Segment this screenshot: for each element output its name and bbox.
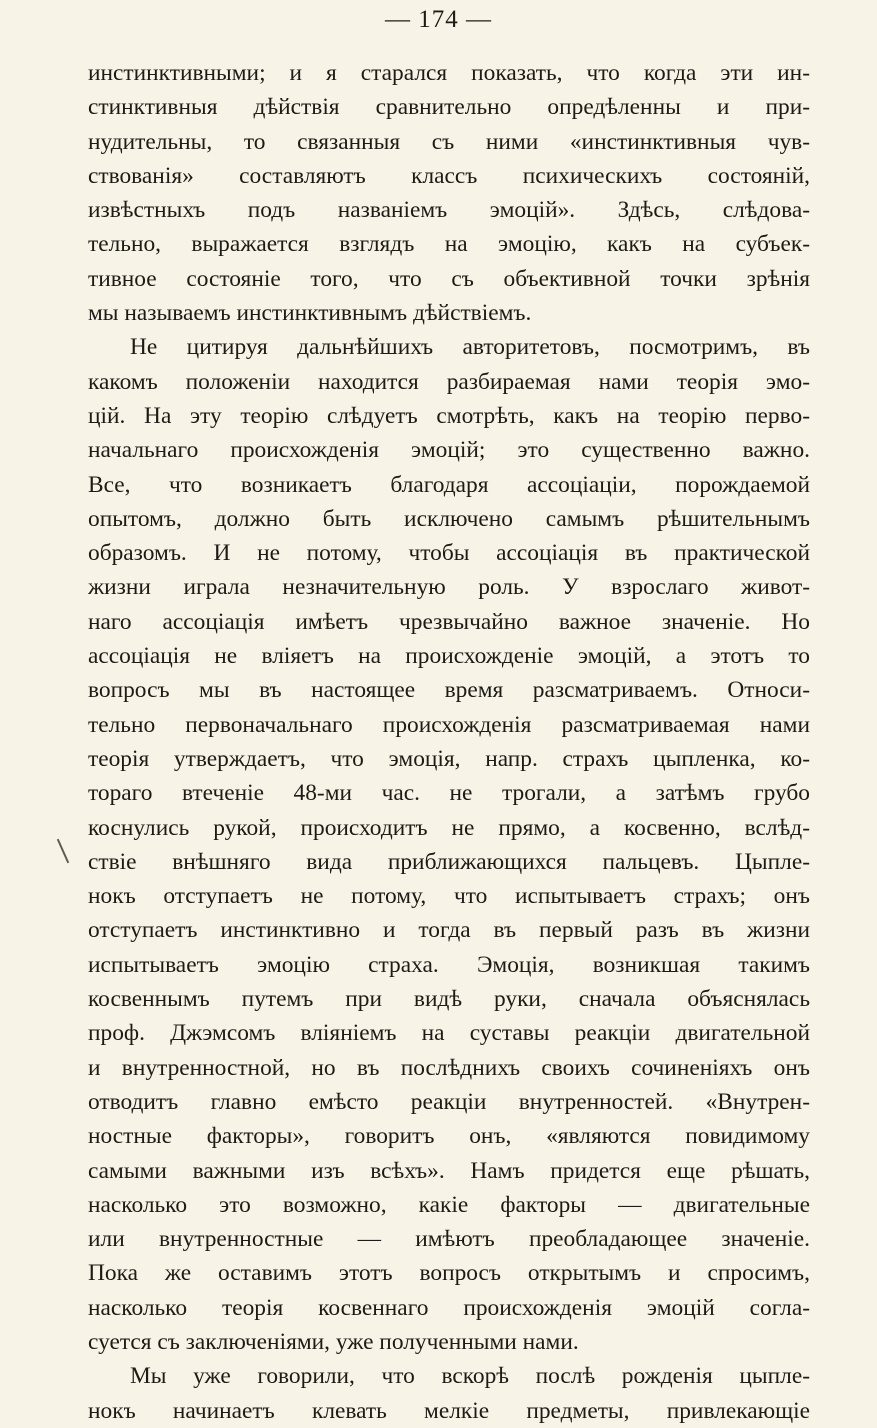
text-line: извѣстныхъ подъ названіемъ эмоцій». Здѣсь, слѣдова- — [88, 197, 810, 224]
text-line: тельно первоначальнаго происхожденія разсматриваемая нами — [88, 711, 810, 738]
text-line: коснулись рукой, происходитъ не прямо, а косвенно, вслѣд- — [88, 814, 810, 841]
text-line: цій. На эту теорію слѣдуетъ смотрѣть, какъ на теорію перво- — [88, 402, 810, 429]
text-line: насколько теорія косвеннаго происхожденія эмоцій согла- — [88, 1294, 810, 1321]
text-line: Мы уже говорили, что вскорѣ послѣ рожденія цыпле- — [130, 1363, 810, 1390]
text-line: отводитъ главно емѣсто реакціи внутренностей. «Внутрен- — [88, 1088, 810, 1115]
text-line: и внутренностной, но въ послѣднихъ своихъ сочиненіяхъ онъ — [88, 1054, 810, 1081]
text-line: жизни играла незначительную роль. У взрослаго живот- — [88, 574, 810, 601]
body-text — [88, 56, 810, 1428]
text-line: ствованія» составляютъ классъ психическихъ состояній, — [88, 162, 810, 189]
text-line: инстинктивными; и я старался показать, что когда эти ин- — [88, 60, 810, 86]
text-line: нокъ отступаетъ не потому, что испытываетъ страхъ; онъ — [88, 883, 810, 910]
text-line: нокъ начинаетъ клевать мелкіе предметы, привлекающіе — [88, 1397, 810, 1424]
text-line: испытываетъ эмоцію страха. Эмоція, возникшая такимъ — [88, 951, 810, 978]
text-line: ствіе внѣшняго вида приближающихся пальцевъ. Цыпле- — [88, 848, 810, 875]
text-line: проф. Джэмсомъ вліяніемъ на суставы реакціи двигательной — [88, 1020, 810, 1047]
text-line: мы называемъ инстинктивнымъ дѣйствіемъ. — [88, 300, 532, 327]
text-line: стинктивныя дѣйствія сравнительно опредѣленны и при- — [88, 94, 810, 121]
text-line: тораго втеченіе 48-ми час. не трогали, а затѣмъ грубо — [88, 780, 810, 807]
text-line: или внутренностные — имѣютъ преобладающее значеніе. — [88, 1226, 810, 1253]
text-line: нудительны, то связанныя съ ними «инстинктивныя чув- — [88, 128, 810, 155]
text-line: насколько это возможно, какіе факторы — двигательные — [88, 1191, 810, 1218]
text-line: косвеннымъ путемъ при видѣ руки, сначала объяснялась — [88, 986, 810, 1013]
text-line: какомъ положеніи находится разбираемая нами теорія эмо- — [88, 368, 810, 395]
page-number: — 174 — — [385, 6, 492, 33]
text-line: ассоціація не вліяетъ на происхожденіе эмоцій, а этотъ то — [88, 643, 810, 670]
text-line: наго ассоціація имѣетъ чрезвычайно важное значеніе. Но — [88, 608, 810, 635]
text-line: тельно, выражается взглядъ на эмоцію, какъ на субъек- — [88, 231, 810, 258]
text-line: суется съ заключеніями, уже полученными нами. — [88, 1328, 579, 1355]
text-line: вопросъ мы въ настоящее время разсматриваемъ. Относи- — [88, 677, 810, 704]
text-line: Все, что возникаетъ благодаря ассоціаціи, порождаемой — [88, 471, 810, 498]
text-line: образомъ. И не потому, чтобы ассоціація въ практической — [88, 540, 810, 567]
text-line: теорія утверждаетъ, что эмоція, напр. страхъ цыпленка, ко- — [88, 745, 810, 772]
margin-pencil-mark — [57, 839, 69, 864]
text-line: опытомъ, должно быть исключено самымъ рѣшительнымъ — [88, 505, 810, 532]
text-line: отступаетъ инстинктивно и тогда въ первый разъ въ жизни — [88, 917, 810, 944]
text-line: самыми важными изъ всѣхъ». Намъ придется еще рѣшать, — [88, 1157, 810, 1184]
text-line: Пока же оставимъ этотъ вопросъ открытымъ и спросимъ, — [88, 1260, 810, 1287]
text-line: тивное состояніе того, что съ объективной точки зрѣнія — [88, 265, 810, 292]
text-line: начальнаго происхожденія эмоцій; это существенно важно. — [88, 437, 810, 464]
text-line: Не цитируя дальнѣйшихъ авторитетовъ, посмотримъ, въ — [130, 334, 810, 361]
text-line: ностные факторы», говоритъ онъ, «являются повидимому — [88, 1123, 810, 1150]
